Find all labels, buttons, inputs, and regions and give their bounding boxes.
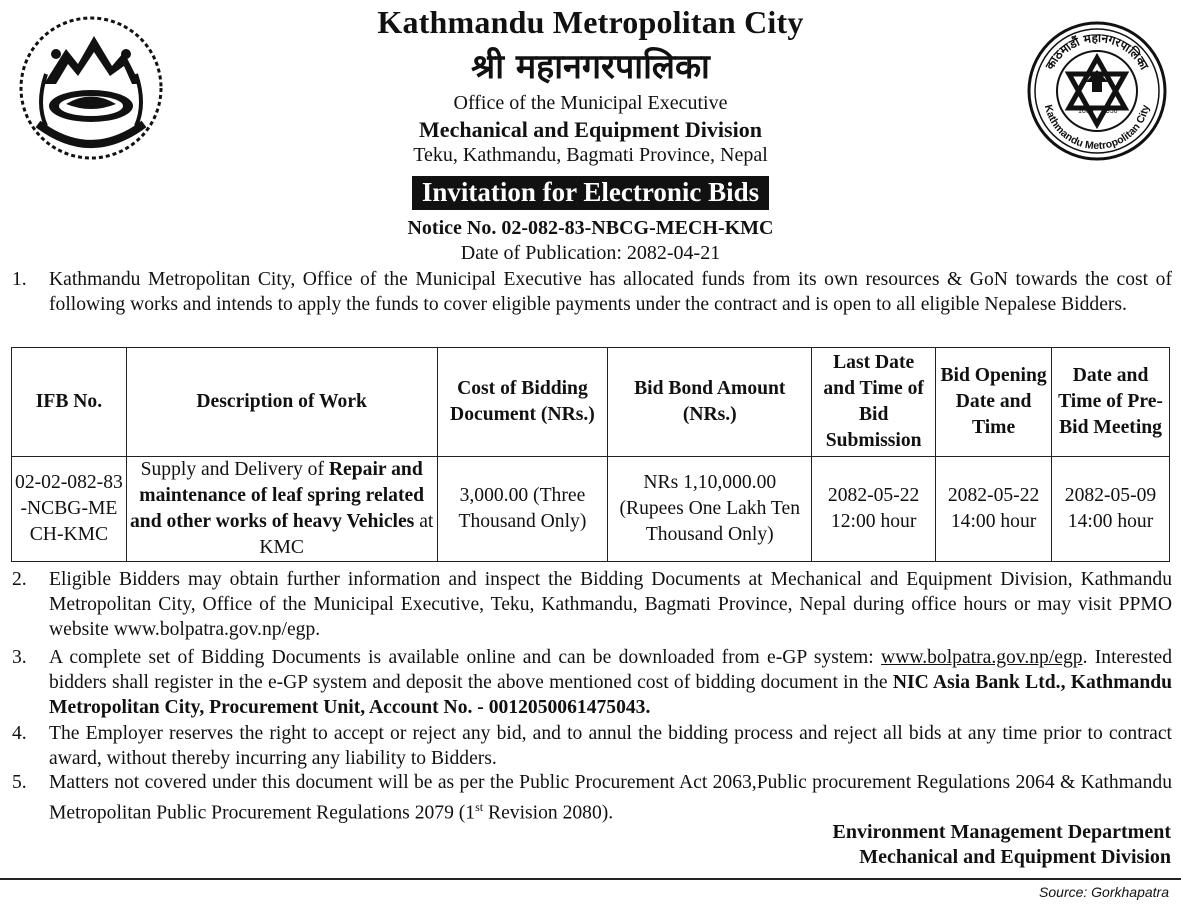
opening-time: 14:00 hour xyxy=(950,511,1037,532)
cell-bid-bond xyxy=(608,457,812,562)
paragraph-number: 1. xyxy=(12,269,27,290)
paragraph-number: 4. xyxy=(12,723,27,744)
paragraph-2 xyxy=(12,567,1172,642)
para5-text-b: Revision 2080). xyxy=(483,802,614,824)
signature-department: Environment Management Department xyxy=(832,821,1171,843)
publication-date: Date of Publication: 2082-04-21 xyxy=(460,242,721,264)
cell-prebid xyxy=(1052,457,1170,562)
superscript-st: st xyxy=(475,800,484,814)
opening-date: 2082-05-22 xyxy=(947,485,1040,506)
seal-text-bottom: Kathmandu Metropolitan City xyxy=(1041,103,1153,153)
paragraph-text xyxy=(49,770,1172,826)
para5-text-a: Matters not covered under this document will be as per the Public Procurement Act 2063,Public procurement Regulations 2064 & Kathmandu Metropolitan Public Procurement Regulations 2079 (1 xyxy=(49,772,1172,824)
paragraph-number: 5. xyxy=(12,772,27,793)
paragraph-text xyxy=(49,645,1172,720)
cell-ifb: 02-02-082-83-NCBG-MECH-KMC xyxy=(12,457,127,562)
paragraph-text: The Employer reserves the right to accept or reject any bid, and to annul the bidding process and reject all bids at any time prior to contract award, without thereby incurring any liability to Bidders. xyxy=(49,723,1172,769)
table-row xyxy=(12,457,1170,562)
paragraph-1 xyxy=(12,267,1172,317)
notice-number: Notice No. 02-082-83-NBCG-MECH-KMC xyxy=(407,217,774,239)
prebid-time: 14:00 hour xyxy=(1067,511,1154,532)
col-bid-bond: Bid Bond Amount (NRs.) xyxy=(608,348,812,457)
paragraph-number: 2. xyxy=(12,569,27,590)
para3-text-b: . Interested bidders shall register in the e-GP system and deposit the above mentioned cost of bidding document in the xyxy=(49,647,1172,693)
paragraph-3 xyxy=(12,645,1172,720)
bank-account: NIC Asia Bank Ltd., Kathmandu Metropolitan City, Procurement Unit, Account No. - 0012050061475043. xyxy=(49,672,1173,718)
seal-year-left: 1069 xyxy=(1078,108,1094,115)
col-description: Description of Work xyxy=(126,348,437,457)
bid-table xyxy=(11,347,1170,562)
submission-date: 2082-05-22 xyxy=(827,485,920,506)
seal-year-right: 1956 xyxy=(1102,108,1118,115)
col-cost: Cost of Bidding Document (NRs.) xyxy=(437,348,608,457)
cell-opening xyxy=(936,457,1052,562)
banner-wrap xyxy=(0,176,1181,210)
invitation-banner: Invitation for Electronic Bids xyxy=(412,176,769,210)
cell-submission xyxy=(812,457,936,562)
submission-time: 12:00 hour xyxy=(830,511,917,532)
cell-cost: 3,000.00 (Three Thousand Only) xyxy=(437,457,608,562)
address-line: Teku, Kathmandu, Bagmati Province, Nepal xyxy=(413,144,768,166)
para3-text-a: A complete set of Bidding Documents is available online and can be downloaded from e-GP system: xyxy=(49,647,882,668)
egp-link[interactable]: www.bolpatra.gov.np/egp xyxy=(881,647,1083,668)
seal-text-top: काठमाडौं महानगरपालिका xyxy=(1042,30,1152,73)
office-line: Office of the Municipal Executive xyxy=(453,92,728,114)
desc-suffix: at KMC xyxy=(259,511,434,558)
desc-prefix: Supply and Delivery of xyxy=(140,459,329,480)
bond-amount: NRs 1,10,000.00 xyxy=(643,472,777,493)
division-line: Mechanical and Equipment Division xyxy=(419,117,762,142)
nepali-title: श्री महानगरपालिका xyxy=(471,47,710,87)
prebid-date: 2082-05-09 xyxy=(1064,485,1157,506)
paragraph-number: 3. xyxy=(12,647,27,668)
page-title: Kathmandu Metropolitan City xyxy=(377,4,804,40)
col-ifb-no: IFB No. xyxy=(12,348,127,457)
col-submission: Last Date and Time of Bid Submission xyxy=(812,348,936,457)
col-opening: Bid Opening Date and Time xyxy=(936,348,1052,457)
paragraph-5 xyxy=(12,770,1172,826)
signature-division: Mechanical and Equipment Division xyxy=(859,846,1171,868)
cell-description xyxy=(126,457,437,562)
paragraph-text: Kathmandu Metropolitan City, Office of the Municipal Executive has allocated funds from its own resources & GoN towards the cost of following works and intends to apply the funds to cover eligible payments under the contract and is open to all eligible Nepalese Bidders. xyxy=(49,269,1172,315)
table-header-row xyxy=(12,348,1170,457)
col-prebid: Date and Time of Pre-Bid Meeting xyxy=(1052,348,1170,457)
paragraph-4 xyxy=(12,721,1172,771)
desc-bold: Repair and maintenance of leaf spring related and other works of heavy Vehicles xyxy=(130,459,425,532)
source-credit: Source: Gorkhapatra xyxy=(1039,884,1169,900)
bond-words: (Rupees One Lakh Ten Thousand Only) xyxy=(619,498,801,545)
paragraph-text: Eligible Bidders may obtain further information and inspect the Bidding Documents at Mechanical and Equipment Division, Kathmandu Metropolitan City, Office of the Municipal Executive, Teku, Kathmandu, Bagmati Province, Nepal during office hours or may visit PPMO website www.bolpatra.gov.np/egp. xyxy=(49,569,1172,640)
